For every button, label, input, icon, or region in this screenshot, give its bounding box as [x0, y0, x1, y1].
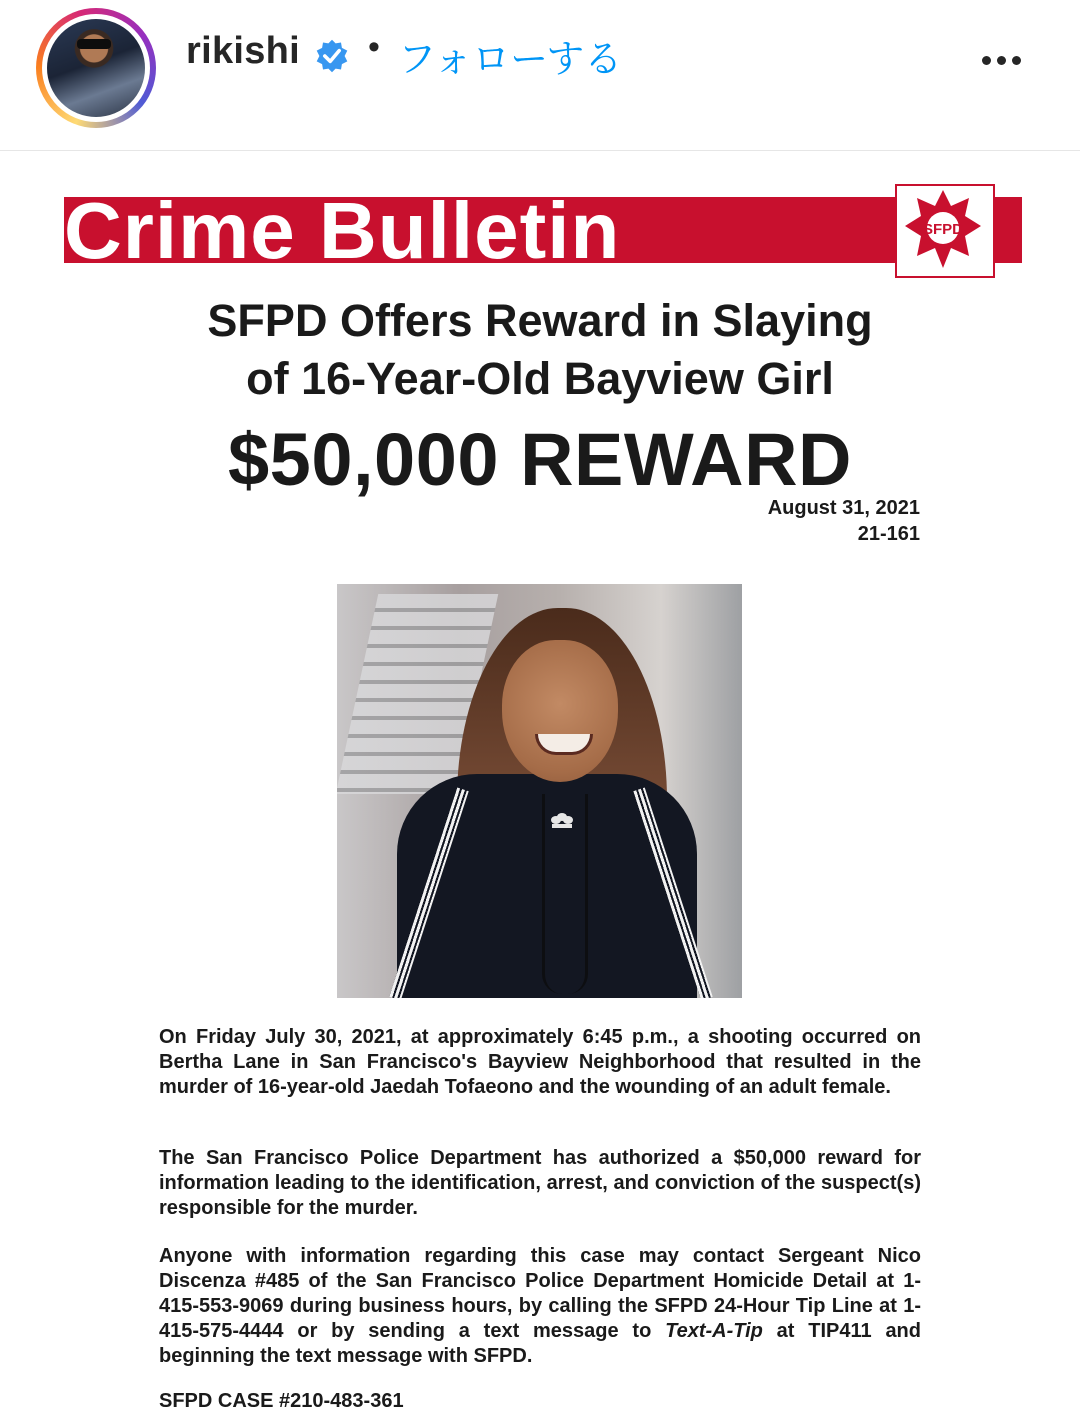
bulletin-banner-title: Crime Bulletin	[64, 186, 621, 275]
post-image[interactable]	[0, 151, 1080, 1422]
photo-face	[502, 640, 618, 782]
contact-text-end: at TIP411 and beginning the text message with SFPD.	[159, 1320, 921, 1367]
post-header	[0, 0, 1080, 151]
avatar[interactable]	[47, 19, 145, 117]
more-dot	[982, 56, 991, 65]
more-options-icon[interactable]	[982, 40, 1032, 80]
contact-text-start: Anyone with information regarding this case may contact Sergeant Nico Discenza #485 of the San Francisco Police Department Homicide Detail at 1-415-553-9069 during business hours, by calling the SFPD 24-Hour Tip Line at 1-415-575-4444 or by sending a text message to	[159, 1245, 921, 1342]
trefoil-logo-icon	[549, 812, 575, 830]
bulletin-number: 21-161	[857, 523, 920, 545]
sfpd-badge-text: SFPD	[922, 221, 964, 238]
more-dot	[1012, 56, 1021, 65]
incident-paragraph: On Friday July 30, 2021, at approximately 6:45 p.m., a shooting occurred on Bertha Lane in San Francisco's Bayview Neighborhood that resulted in the murder of 16-year-old Jaedah Tofaeono and the wounding of an adult female.	[159, 1026, 921, 1098]
separator-dot: •	[368, 28, 380, 66]
follow-button[interactable]: フォローする	[398, 39, 623, 81]
reward-paragraph: The San Francisco Police Department has authorized a $50,000 reward for information leading to the identification, arrest, and conviction of the suspect(s) responsible for the murder.	[159, 1147, 921, 1219]
reward-amount: $50,000 REWARD	[228, 418, 852, 501]
contact-paragraph	[159, 1244, 921, 1369]
verified-badge-icon	[314, 38, 350, 74]
profile-avatar-ring[interactable]	[36, 8, 156, 128]
bulletin-date: August 31, 2021	[767, 497, 920, 519]
victim-photo	[337, 584, 742, 998]
headline-line1: SFPD Offers Reward in Slaying	[207, 295, 873, 346]
more-dot	[997, 56, 1006, 65]
text-a-tip-label: Text-A-Tip	[665, 1320, 763, 1342]
headline-line2: of 16-Year-Old Bayview Girl	[246, 353, 834, 404]
username[interactable]: rikishi	[186, 30, 301, 72]
sfpd-star-badge-icon	[903, 188, 983, 270]
avatar-gap	[42, 14, 150, 122]
case-number: SFPD CASE #210-483-361	[159, 1390, 404, 1412]
